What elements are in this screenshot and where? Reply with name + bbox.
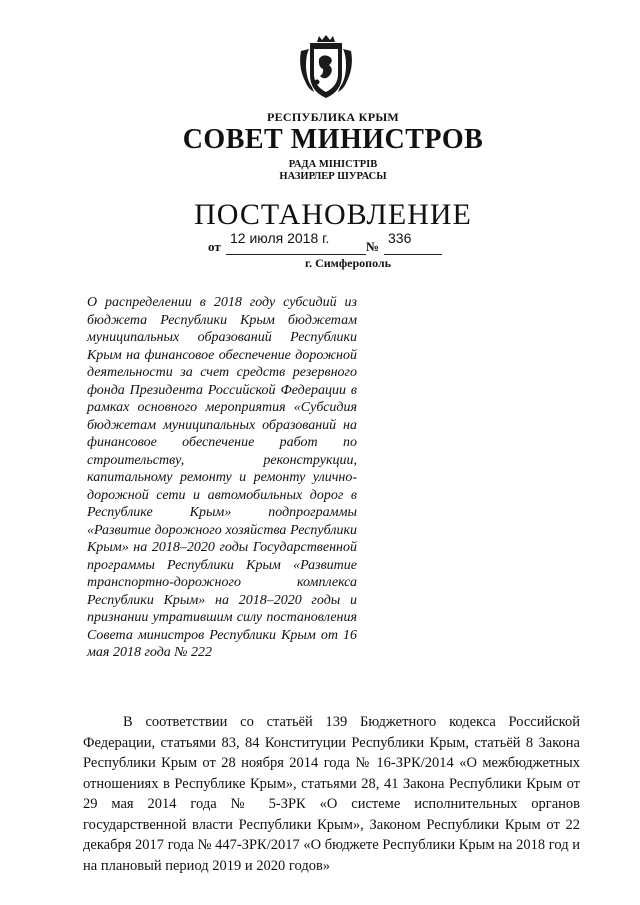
document-date: 12 июля 2018 г. — [230, 230, 330, 246]
number-underline — [384, 254, 442, 255]
document-city: г. Симферополь — [305, 256, 391, 270]
date-underline — [226, 254, 366, 255]
council-name-ukrainian: РАДА МІНІСТРІВ — [288, 159, 378, 170]
date-prefix: от — [208, 239, 221, 254]
number-sign: № — [366, 239, 380, 254]
document-subject: О распределении в 2018 году субсидий из бюджета Республики Крым бюджетам муниципальных образований Республики Крым на финансовое обеспечение дорожной деятельности за счет средств резервного фонда Президента Российской Федерации в рамках основного мероприятия «Субсидия бюджетам муниципальных образований на финансовое обеспечение работ по строительству, реконструкции, капитальному ремонту и ремонту улично-дорожной сети и автомобильных дорог в Республике Крым» подпрограммы «Развитие дорожного хозяйства Республики Крым» на 2018–2020 годы Государственной программы Республики Крым «Развитие транспортно-дорожного комплекса Республики Крым» на 2018–2020 годы и признании утратившим силу постановления Совета министров Республики Крым от 16 мая 2018 года № 222 — [87, 295, 357, 660]
preamble-paragraph: В соответствии со статьёй 139 Бюджетного кодекса Российской Федерации, статьями 83, 84 Конституции Республики Крым, статьёй 8 Закона Республики Крым от 28 ноября 2014 года № 16-ЗРК/2014 «О межбюджетных отношениях в Республике Крым», статьями 28, 41 Закона Республики Крым от 29 мая 2014 года № 5-ЗРК «О системе исполнительных органов государственной власти Республики Крым», Законом Республики Крым от 22 декабря 2017 года № 447-ЗРК/2017 «О бюджете Республики Крым на 2018 год и на плановый период 2019 и 2020 годов» — [83, 714, 580, 874]
document-type-title: ПОСТАНОВЛЕНИЕ — [194, 198, 472, 231]
document-number: 336 — [388, 230, 412, 246]
council-name: СОВЕТ МИНИСТРОВ — [182, 124, 484, 155]
date-number-line — [208, 232, 440, 254]
republic-name: РЕСПУБЛИКА КРЫМ — [266, 110, 400, 124]
council-name-crimean-tatar: НАЗИРЛЕР ШУРАСЫ — [279, 171, 387, 182]
crimea-coat-of-arms-emblem — [297, 35, 355, 101]
